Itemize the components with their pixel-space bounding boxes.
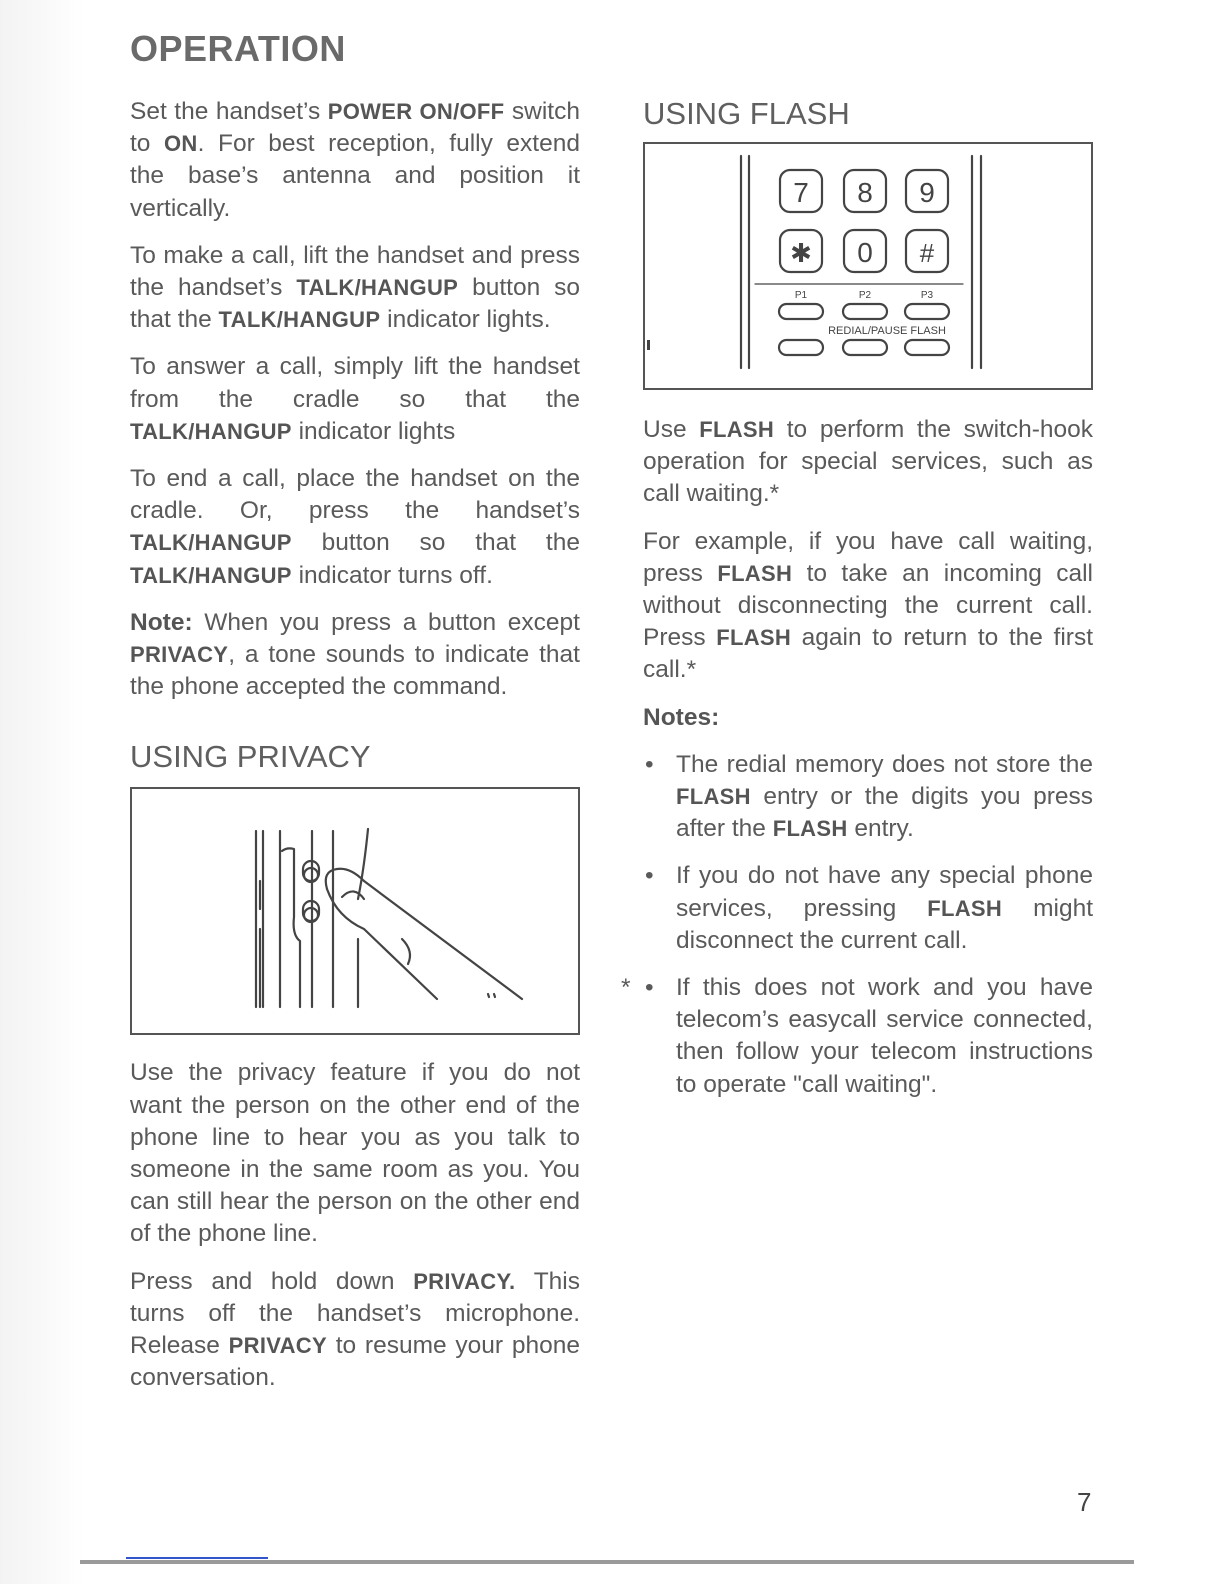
- note-label: Note:: [130, 608, 193, 636]
- paragraph-end-call: To end a call, place the handset on the cradle. Or, press the handset’s TALK/HANGUP button so that the TALK/HANGUP indicator turns off.: [130, 465, 580, 589]
- keypad-illustration: [643, 142, 1093, 390]
- left-column: [130, 96, 580, 1394]
- keyword: FLASH: [717, 560, 793, 586]
- paragraph-flash-use: Use FLASH to perform the switch-hook operation for special services, such as call waiting.*: [643, 416, 1093, 508]
- list-item: * • If this does not work and you have telecom’s easycall service connected, then follow your telecom instructions to operate "call waiting".: [621, 974, 1093, 1098]
- paragraph-note: Note: When you press a button except PRIVACY, a tone sounds to indicate that the phone accepted the command.: [130, 608, 580, 701]
- page-number: 7: [1077, 1487, 1092, 1517]
- label-redial-pause-flash: REDIAL/PAUSE FLASH: [828, 325, 946, 337]
- label-p1: P1: [794, 290, 808, 301]
- list-item: • If you do not have any special phone services, pressing FLASH might disconnect the current call.: [645, 862, 1093, 954]
- key-8: 8: [857, 177, 873, 208]
- notes-heading: Notes:: [643, 703, 720, 731]
- bullet: •: [645, 974, 654, 1002]
- key-0: 0: [857, 237, 873, 268]
- key-9: 9: [919, 177, 935, 208]
- keyword: FLASH: [716, 625, 792, 651]
- bullet: •: [645, 750, 654, 778]
- handset-keypad-icon: [645, 144, 1090, 387]
- paragraph-privacy-use: Use the privacy feature if you do not want the person on the other end of the phone line to hear you as you talk to someone in the same room as you. You can still hear the person on the other end of the phone line.: [130, 1059, 580, 1248]
- footnote-star: *: [621, 974, 631, 1002]
- paragraph-flash-example: For example, if you have call waiting, press FLASH to take an incoming call without disconnecting the current call. Press FLASH again to return to the first call.*: [643, 527, 1094, 684]
- keyword: PRIVACY: [228, 1333, 327, 1359]
- label-p3: P3: [920, 290, 934, 301]
- privacy-heading: USING PRIVACY: [130, 739, 371, 775]
- paragraph-make-call: To make a call, lift the handset and press the handset’s TALK/HANGUP button so that the TALK/HANGUP indicator lights.: [130, 241, 580, 334]
- keyword: TALK/HANGUP: [130, 530, 292, 556]
- page-title: OPERATION: [130, 28, 346, 69]
- page-bottom-accent: [126, 1557, 268, 1559]
- keyword: ON: [164, 131, 198, 157]
- keyword: FLASH: [676, 784, 751, 810]
- keyword: POWER ON/OFF: [327, 99, 505, 124]
- label-p2: P2: [858, 290, 872, 301]
- paragraph-answer-call: To answer a call, simply lift the handset from the cradle so that the TALK/HANGUP indicator lights: [130, 353, 580, 445]
- paragraph-power: Set the handset’s POWER ON/OFF switch to ON. For best reception, fully extend the base’s antenna and position it vertically.: [130, 98, 580, 222]
- key-7: 7: [793, 177, 809, 208]
- keyword: PRIVACY: [130, 642, 229, 668]
- keyword: FLASH: [772, 816, 848, 842]
- right-column: [621, 96, 1094, 1101]
- keyword: TALK/HANGUP: [130, 418, 292, 444]
- keyword: FLASH: [699, 417, 775, 442]
- paragraph-privacy-press: Press and hold down PRIVACY. This turns off the handset’s microphone. Release PRIVACY to resume your phone conversation.: [130, 1267, 580, 1392]
- key-hash: #: [919, 238, 935, 268]
- bullet: •: [645, 862, 654, 890]
- notes-list: [621, 749, 1093, 1101]
- finger-pressing-privacy-icon: [132, 789, 577, 1032]
- keyword: FLASH: [927, 895, 1003, 921]
- flash-heading: USING FLASH: [643, 96, 850, 131]
- list-item: • The redial memory does not store the FLASH entry or the digits you press after the FLASH entry.: [645, 750, 1093, 843]
- page-left-shadow: [0, 0, 84, 1584]
- keyword: TALK/HANGUP: [296, 275, 459, 301]
- keyword: TALK/HANGUP: [130, 562, 292, 588]
- privacy-illustration: [130, 787, 580, 1035]
- page-bottom-rule: [80, 1560, 1134, 1564]
- keyword: TALK/HANGUP: [218, 307, 381, 333]
- key-star: ✱: [790, 238, 812, 268]
- keyword: PRIVACY.: [413, 1268, 516, 1294]
